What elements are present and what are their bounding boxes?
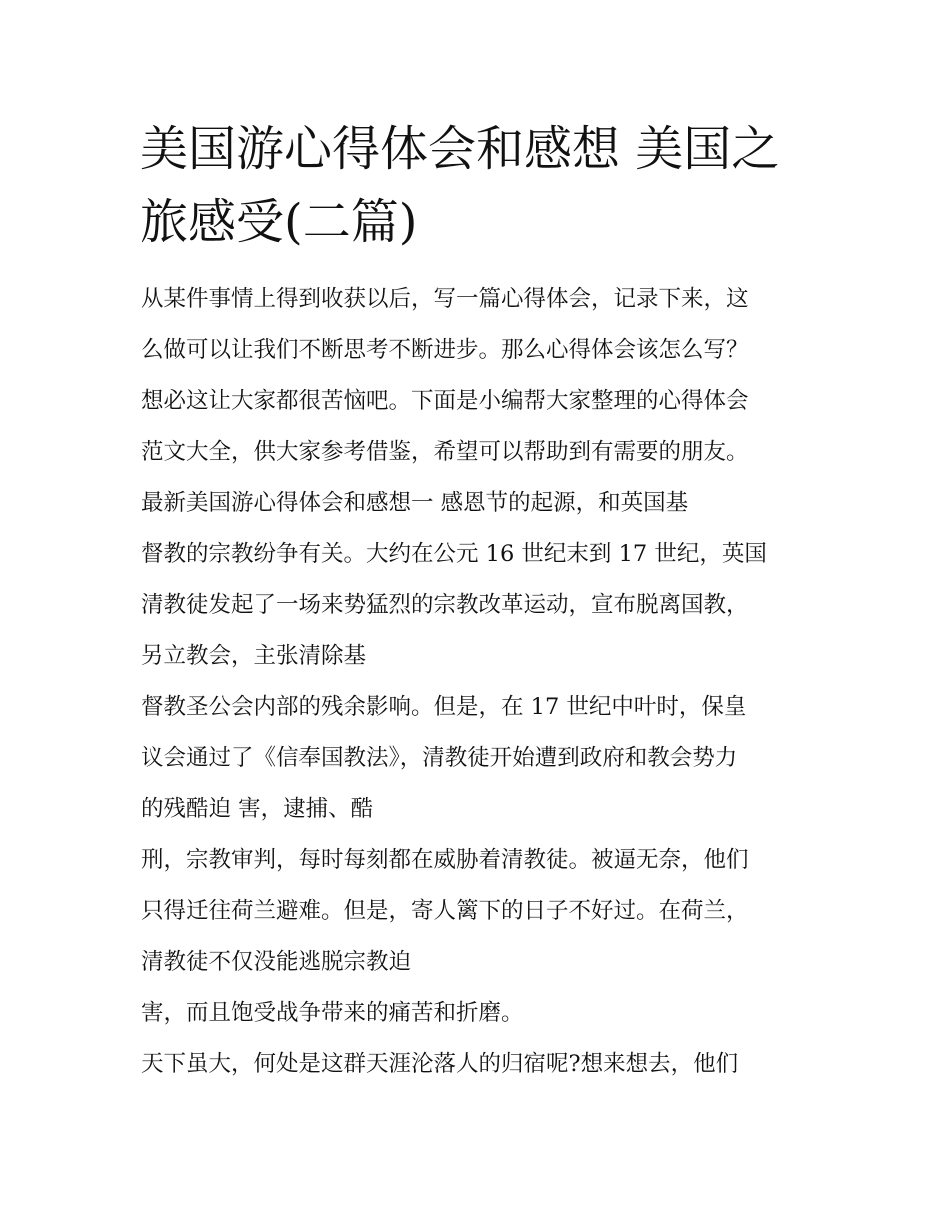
body-line: 天下虽大，何处是这群天涯沦落人的归宿呢?想来想去，他们 xyxy=(141,1051,739,1077)
body-line: 清教徒不仅没能逃脱宗教迫 xyxy=(141,949,412,975)
body-line: 害，而且饱受战争带来的痛苦和折磨。 xyxy=(141,1000,524,1026)
title-line-2: 旅感受(二篇) xyxy=(140,194,418,250)
body-line: 另立教会，主张清除基 xyxy=(141,643,367,669)
body-line: 最新美国游心得体会和感想一 感恩节的起源，和英国基 xyxy=(141,490,689,516)
document-title xyxy=(140,113,820,259)
body-line: 清教徒发起了一场来势猛烈的宗教改革运动，宣布脱离国教， xyxy=(141,592,749,618)
body-line: 么做可以让我们不断思考不断进步。那么心得体会该怎么写？ xyxy=(141,337,749,363)
body-line: 想必这让大家都很苦恼吧。下面是小编帮大家整理的心得体会 xyxy=(141,388,749,414)
body-line: 议会通过了《信奉国教法》，清教徒开始遭到政府和教会势力 xyxy=(141,745,738,771)
body-line: 从某件事情上得到收获以后，写一篇心得体会，记录下来，这 xyxy=(141,286,749,312)
body-line: 督教的宗教纷争有关。大约在公元 16 世纪末到 17 世纪，英国 xyxy=(141,541,767,567)
title-line-1: 美国游心得体会和感想 美国之 xyxy=(140,121,780,177)
body-line: 只得迁往荷兰避难。但是，寄人篱下的日子不好过。在荷兰， xyxy=(141,898,749,924)
body-line: 范文大全，供大家参考借鉴，希望可以帮助到有需要的朋友。 xyxy=(141,439,749,465)
body-line: 督教圣公会内部的残余影响。但是，在 17 世纪中叶时，保皇 xyxy=(141,694,747,720)
body-line: 的残酷迫 害，逮捕、酷 xyxy=(141,796,374,822)
body-line: 刑，宗教审判，每时每刻都在威胁着清教徒。被逼无奈，他们 xyxy=(141,847,749,873)
